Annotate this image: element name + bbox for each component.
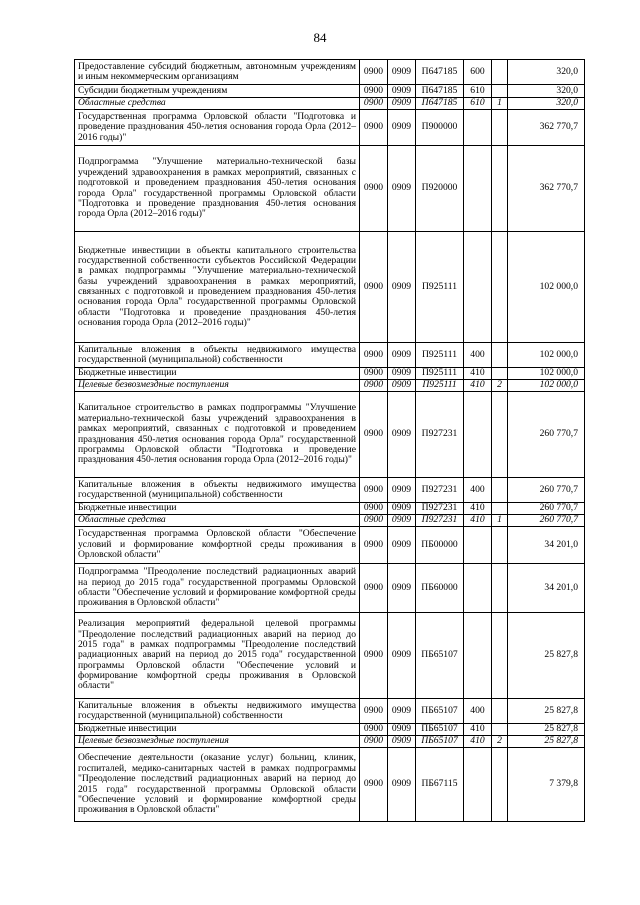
row-ministry-code: 0900	[360, 515, 388, 527]
row-expense-type: 410	[464, 724, 492, 736]
row-section-code: 0909	[388, 380, 416, 392]
row-name: Областные средства	[75, 98, 360, 110]
row-expense-type: 600	[464, 60, 492, 85]
row-target-code: П927231	[416, 515, 464, 527]
row-section-code: 0909	[388, 736, 416, 748]
row-source-code	[492, 478, 508, 503]
row-source-code	[492, 368, 508, 380]
row-section-code: 0909	[388, 98, 416, 110]
row-expense-type	[464, 232, 492, 343]
row-section-code: 0909	[388, 503, 416, 515]
row-ministry-code: 0900	[360, 98, 388, 110]
row-amount: 260 770,7	[508, 515, 585, 527]
table-row	[75, 380, 585, 392]
table-row	[75, 85, 585, 98]
row-expense-type: 400	[464, 343, 492, 368]
row-ministry-code: 0900	[360, 503, 388, 515]
row-target-code: П920000	[416, 146, 464, 232]
row-amount: 25 827,8	[508, 736, 585, 748]
row-amount: 34 201,0	[508, 527, 585, 564]
row-target-code: П647185	[416, 98, 464, 110]
row-expense-type: 400	[464, 478, 492, 503]
table-row	[75, 343, 585, 368]
table-row	[75, 503, 585, 515]
row-target-code: П647185	[416, 60, 464, 85]
table-row	[75, 232, 585, 343]
row-ministry-code: 0900	[360, 748, 388, 822]
row-source-code	[492, 503, 508, 515]
row-source-code	[492, 748, 508, 822]
row-name: Бюджетные инвестиции	[75, 503, 360, 515]
row-target-code: ПБ65107	[416, 613, 464, 699]
row-name: Обеспечение деятельности (оказание услуг) больниц, клиник, госпиталей, медико-санитарных частей в рамках подпрограммы "Преодоление последствий радиационных аварий на период до 2015 года" государственной программы Орловской области "Обеспечение условий и формирование комфортной среды проживания в Орловской области"	[75, 748, 360, 822]
row-name: Подпрограмма "Преодоление последствий радиационных аварий на период до 2015 года" государственной программы Орловской области "Обеспечение условий и формирование комфортной среды проживания в Орловской области"	[75, 564, 360, 613]
table-row	[75, 613, 585, 699]
row-expense-type: 410	[464, 736, 492, 748]
row-target-code: П927231	[416, 392, 464, 478]
row-section-code: 0909	[388, 392, 416, 478]
row-target-code: ПБ60000	[416, 564, 464, 613]
row-target-code: ПБ65107	[416, 736, 464, 748]
row-target-code: ПБ67115	[416, 748, 464, 822]
row-name: Предоставление субсидий бюджетным, автономным учреждениям и иным некоммерческим организациям	[75, 60, 360, 85]
row-amount: 7 379,8	[508, 748, 585, 822]
table-row	[75, 736, 585, 748]
table-row	[75, 478, 585, 503]
row-section-code: 0909	[388, 699, 416, 724]
row-source-code	[492, 60, 508, 85]
row-amount: 25 827,8	[508, 613, 585, 699]
row-section-code: 0909	[388, 368, 416, 380]
row-name: Подпрограмма "Улучшение материально-технической базы учреждений здравоохранения в рамках мероприятий, связанных с подготовкой и проведением празднования 450-летия основания города Орла" государственной программы Орловской области "Подготовка и проведение празднования 450-летия основания города Орла (2012–2016 годы)"	[75, 146, 360, 232]
row-amount: 260 770,7	[508, 478, 585, 503]
row-amount: 320,0	[508, 60, 585, 85]
row-expense-type: 610	[464, 85, 492, 98]
row-source-code	[492, 392, 508, 478]
row-amount: 260 770,7	[508, 392, 585, 478]
row-name: Капитальные вложения в объекты недвижимого имущества государственной (муниципальной) собственности	[75, 699, 360, 724]
row-name: Капитальные вложения в объекты недвижимого имущества государственной (муниципальной) собственности	[75, 343, 360, 368]
row-target-code: П647185	[416, 85, 464, 98]
row-source-code	[492, 613, 508, 699]
row-section-code: 0909	[388, 724, 416, 736]
row-target-code: ПБ65107	[416, 699, 464, 724]
row-target-code: П925111	[416, 380, 464, 392]
row-expense-type	[464, 110, 492, 146]
table-row	[75, 699, 585, 724]
row-expense-type	[464, 748, 492, 822]
row-amount: 102 000,0	[508, 368, 585, 380]
row-expense-type	[464, 527, 492, 564]
row-expense-type	[464, 146, 492, 232]
row-ministry-code: 0900	[360, 368, 388, 380]
row-ministry-code: 0900	[360, 110, 388, 146]
row-target-code: П925111	[416, 232, 464, 343]
table-row	[75, 392, 585, 478]
row-ministry-code: 0900	[360, 60, 388, 85]
row-section-code: 0909	[388, 748, 416, 822]
row-ministry-code: 0900	[360, 232, 388, 343]
row-ministry-code: 0900	[360, 724, 388, 736]
row-target-code: П925111	[416, 368, 464, 380]
row-name: Целевые безвозмездные поступления	[75, 736, 360, 748]
row-expense-type	[464, 564, 492, 613]
row-source-code	[492, 232, 508, 343]
row-section-code: 0909	[388, 146, 416, 232]
row-source-code: 2	[492, 380, 508, 392]
row-section-code: 0909	[388, 110, 416, 146]
row-amount: 102 000,0	[508, 343, 585, 368]
row-ministry-code: 0900	[360, 564, 388, 613]
row-amount: 102 000,0	[508, 232, 585, 343]
table-row	[75, 527, 585, 564]
row-source-code	[492, 85, 508, 98]
row-amount: 362 770,7	[508, 110, 585, 146]
row-source-code	[492, 146, 508, 232]
row-name: Государственная программа Орловской области "Подготовка и проведение празднования 450-летия основания города Орла (2012–2016 годы)"	[75, 110, 360, 146]
row-name: Реализация мероприятий федеральной целевой программы "Преодоление последствий радиационных аварий на период до 2015 года" в рамках подпрограммы "Преодоление последствий радиационных аварий на период до 2015 года" государственной программы Орловской области "Обеспечение условий и формирование комфортной среды проживания в Орловской области"	[75, 613, 360, 699]
row-amount: 362 770,7	[508, 146, 585, 232]
row-section-code: 0909	[388, 515, 416, 527]
row-section-code: 0909	[388, 564, 416, 613]
row-target-code: П927231	[416, 503, 464, 515]
row-target-code: ПБ65107	[416, 724, 464, 736]
row-expense-type: 410	[464, 368, 492, 380]
row-target-code: ПБ00000	[416, 527, 464, 564]
row-target-code: П900000	[416, 110, 464, 146]
row-amount: 34 201,0	[508, 564, 585, 613]
row-ministry-code: 0900	[360, 392, 388, 478]
row-name: Бюджетные инвестиции в объекты капитального строительства государственной собственности субъектов Российской Федерации в рамках подпрограммы "Улучшение материально-технической базы учреждений здравоохранения в рамках мероприятий, связанных с подготовкой и проведением празднования 450-летия основания города Орла" государственной программы Орловской области "Подготовка и проведение празднования 450-летия основания города Орла (2012–2016 годы)"	[75, 232, 360, 343]
row-ministry-code: 0900	[360, 478, 388, 503]
row-section-code: 0909	[388, 527, 416, 564]
table-row	[75, 110, 585, 146]
row-source-code	[492, 527, 508, 564]
row-amount: 102 000,0	[508, 380, 585, 392]
budget-table	[74, 59, 585, 822]
row-amount: 320,0	[508, 85, 585, 98]
row-ministry-code: 0900	[360, 343, 388, 368]
row-expense-type	[464, 613, 492, 699]
row-ministry-code: 0900	[360, 527, 388, 564]
row-source-code: 2	[492, 736, 508, 748]
row-expense-type: 410	[464, 515, 492, 527]
table-row	[75, 98, 585, 110]
row-source-code: 1	[492, 515, 508, 527]
row-ministry-code: 0900	[360, 613, 388, 699]
row-ministry-code: 0900	[360, 736, 388, 748]
row-expense-type: 610	[464, 98, 492, 110]
table-row	[75, 564, 585, 613]
row-section-code: 0909	[388, 478, 416, 503]
row-expense-type: 410	[464, 380, 492, 392]
row-section-code: 0909	[388, 85, 416, 98]
row-name: Капитальные вложения в объекты недвижимого имущества государственной (муниципальной) собственности	[75, 478, 360, 503]
row-source-code	[492, 699, 508, 724]
row-name: Бюджетные инвестиции	[75, 368, 360, 380]
row-amount: 320,0	[508, 98, 585, 110]
row-source-code	[492, 110, 508, 146]
row-source-code	[492, 724, 508, 736]
row-source-code	[492, 343, 508, 368]
page-number: 84	[313, 30, 327, 45]
row-target-code: П927231	[416, 478, 464, 503]
row-amount: 25 827,8	[508, 699, 585, 724]
row-expense-type	[464, 392, 492, 478]
row-name: Бюджетные инвестиции	[75, 724, 360, 736]
row-name: Субсидии бюджетным учреждениям	[75, 85, 360, 98]
row-ministry-code: 0900	[360, 146, 388, 232]
row-section-code: 0909	[388, 343, 416, 368]
row-ministry-code: 0900	[360, 380, 388, 392]
row-section-code: 0909	[388, 60, 416, 85]
row-expense-type: 400	[464, 699, 492, 724]
budget-table-body	[75, 60, 585, 822]
row-name: Областные средства	[75, 515, 360, 527]
row-section-code: 0909	[388, 232, 416, 343]
row-source-code: 1	[492, 98, 508, 110]
row-amount: 260 770,7	[508, 503, 585, 515]
table-row	[75, 515, 585, 527]
row-source-code	[492, 564, 508, 613]
row-amount: 25 827,8	[508, 724, 585, 736]
table-row	[75, 146, 585, 232]
row-ministry-code: 0900	[360, 699, 388, 724]
row-name: Целевые безвозмездные поступления	[75, 380, 360, 392]
row-section-code: 0909	[388, 613, 416, 699]
row-name: Капитальное строительство в рамках подпрограммы "Улучшение материально-технической базы учреждений здравоохранения в рамках мероприятий, связанных с подготовкой и проведением празднования 450-летия основания города Орла" государственной программы Орловской области "Подготовка и проведение празднования 450-летия основания города Орла (2012–2016 годы)"	[75, 392, 360, 478]
row-expense-type: 410	[464, 503, 492, 515]
row-name: Государственная программа Орловской области "Обеспечение условий и формирование комфортной среды проживания в Орловской области"	[75, 527, 360, 564]
row-target-code: П925111	[416, 343, 464, 368]
row-ministry-code: 0900	[360, 85, 388, 98]
table-row	[75, 60, 585, 85]
table-row	[75, 368, 585, 380]
table-row	[75, 724, 585, 736]
table-row	[75, 748, 585, 822]
